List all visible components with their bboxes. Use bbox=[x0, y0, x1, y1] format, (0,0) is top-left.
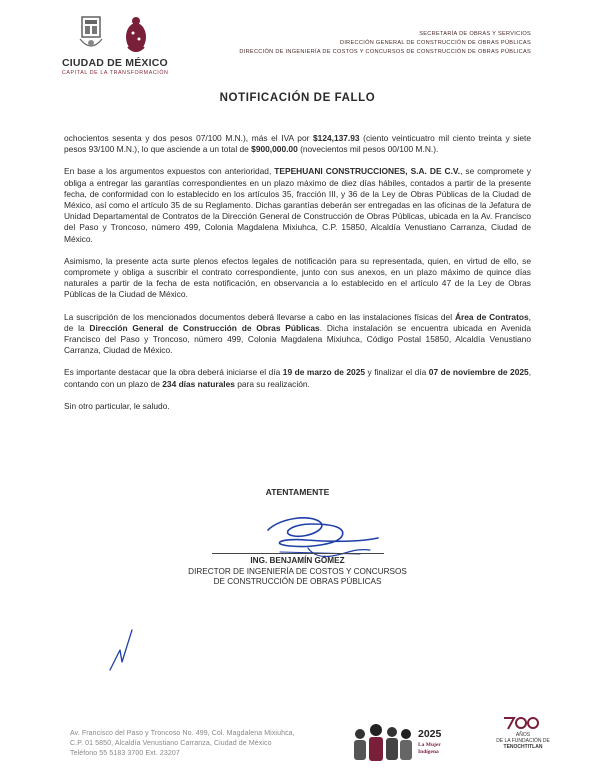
document-body bbox=[64, 133, 531, 423]
year-2025: 2025 bbox=[418, 728, 442, 740]
text-run: La suscripción de los mencionados documentos deberá llevarse a cabo en las instalaciones físicas del bbox=[64, 311, 455, 322]
signer-title-line-2: DE CONSTRUCCIÓN DE OBRAS PÚBLICAS bbox=[213, 577, 382, 586]
department-header bbox=[239, 30, 531, 57]
anniversary-700-icon bbox=[500, 716, 544, 730]
year-caption-line-1: La Mujer bbox=[418, 742, 441, 748]
total-amount: $900,000.00 bbox=[251, 144, 298, 155]
tenochtitlan-emblem-icon bbox=[126, 17, 146, 51]
start-date: 19 de marzo de 2025 bbox=[282, 367, 366, 378]
document-title: NOTIFICACIÓN DE FALLO bbox=[219, 92, 376, 104]
address-line-1: Av. Francisco del Paso y Troncoso No. 499, Col. Magdalena Mixiuhca, bbox=[70, 730, 295, 737]
anniversary-line-1: AÑOS bbox=[515, 732, 531, 738]
signer-name: ING. BENJAMÍN GÓMEZ bbox=[250, 556, 345, 565]
logo-title: CIUDAD DE MÉXICO bbox=[62, 57, 168, 69]
paragraph-signing bbox=[64, 312, 531, 357]
paragraph-schedule bbox=[64, 367, 531, 389]
closing-atentamente: ATENTAMENTE bbox=[265, 487, 330, 497]
iva-amount: $124,137.93 bbox=[313, 133, 360, 143]
indigenous-women-illustration-icon bbox=[350, 716, 416, 766]
address-line-3: Teléfono 55 5183 3700 Ext. 23207 bbox=[70, 750, 180, 757]
company-name: TEPEHUANI CONSTRUCCIONES, S.A. DE C.V. bbox=[274, 166, 461, 177]
text-run: . Dicha instalación se encuentra ubicada en Avenida Francisco del Paso y Troncoso, número 499, Colonia Magdalena Mixiuhca, Código Postal 15850, Alcaldía Venustiano Carranza, Ciudad de México. bbox=[64, 322, 531, 356]
paragraph-closing: Sin otro particular, le saludo. bbox=[64, 400, 170, 411]
end-date: 07 de noviembre de 2025 bbox=[428, 367, 529, 378]
text-run: (novecientos mil pesos 00/100 M.N.). bbox=[297, 144, 439, 155]
anniversary-line-3: TENOCHTITLAN bbox=[503, 744, 543, 750]
year-caption-line-2: Indígena bbox=[418, 748, 439, 755]
city-logo bbox=[62, 13, 172, 76]
logo-subtitle: CAPITAL DE LA TRANSFORMACIÓN bbox=[62, 70, 169, 76]
signer-title-line-1: DIRECTOR DE INGENIERÍA DE COSTOS Y CONCURSOS bbox=[188, 566, 407, 576]
city-shield-icon bbox=[80, 17, 102, 46]
year-caption bbox=[418, 742, 441, 755]
footer-logos bbox=[350, 716, 555, 766]
signer-block bbox=[0, 556, 595, 588]
paragraph-notification: Asimismo, la presente acta surte plenos efectos legales de notificación para su representada, quien, en virtud de ello, se compromete y obliga a suscribir el contrato correspondiente, junto con sus anexos, en un plazo máximo de quince días naturales a partir de la fecha de esta notificación, en observancia a lo establecido en el artículo 47 de la Ley de Obras Públicas de la Ciudad de México. bbox=[64, 255, 531, 300]
contracts-area: Área de Contratos bbox=[454, 311, 529, 322]
text-run: , de la bbox=[64, 311, 531, 333]
text-run: y finalizar el día bbox=[365, 367, 429, 378]
text-run: , contando con un plazo de bbox=[64, 367, 532, 389]
text-run: Es importante destacar que la obra deberá iniciarse el día bbox=[64, 367, 283, 378]
anniversary-text bbox=[488, 732, 558, 750]
paragraph-amount bbox=[64, 133, 531, 155]
logo-emblems bbox=[62, 13, 172, 57]
dept-line-1: SECRETARÍA DE OBRAS Y SERVICIOS bbox=[419, 31, 531, 37]
text-run: para su realización. bbox=[234, 378, 310, 389]
handwritten-initial bbox=[108, 628, 134, 672]
dept-line-2: DIRECCIÓN GENERAL DE CONSTRUCCIÓN DE OBRAS PÚBLICAS bbox=[339, 40, 531, 46]
text-run: En base a los argumentos expuestos con anterioridad, bbox=[64, 166, 275, 177]
directorate-name: Dirección General de Construcción de Obras Públicas bbox=[89, 322, 320, 333]
signature-line bbox=[212, 553, 384, 554]
address-line-2: C.P. 01 5850, Alcaldía Venustiano Carranza, Ciudad de México bbox=[70, 740, 272, 747]
paragraph-guarantees bbox=[64, 166, 531, 244]
text-run: (ciento veinticuatro mil ciento treinta y siete pesos 93/100 M.N.), lo que asciende a un total de bbox=[64, 133, 531, 155]
anniversary-line-2: DE LA FUNDACIÓN DE bbox=[496, 738, 550, 744]
dept-line-3: DIRECCIÓN DE INGENIERÍA DE COSTOS Y CONCURSOS DE CONSTRUCCIÓN DE OBRAS PÚBLICAS bbox=[239, 49, 531, 55]
text-run: , se compromete y obliga a entregar las garantías correspondientes en un plazo máximo de diez días hábiles, contados a partir de la presente fecha, de conformidad con lo establecido en los artículos 35, fracción III, y 36 de la Ley de Obras Públicas de la Ciudad de México, así como el artículo 35 de su Reglamento. Dichas garantías deberán ser entregadas en las oficinas de la Jefatura de Unidad Departamental de Contratos de la Dirección General de Construcción de Obras Públicas, ubicada en la Av. Francisco del Paso y Troncoso, número 499, Colonia Magdalena Mixiuhca, C.P. 15850, Alcaldía Venustiano Carranza, Ciudad de México. bbox=[64, 166, 531, 244]
duration: 234 días naturales bbox=[162, 378, 235, 389]
text-run: ochocientos sesenta y dos pesos 07/100 M.N.), más el IVA por bbox=[64, 133, 313, 143]
footer-address bbox=[70, 729, 295, 759]
